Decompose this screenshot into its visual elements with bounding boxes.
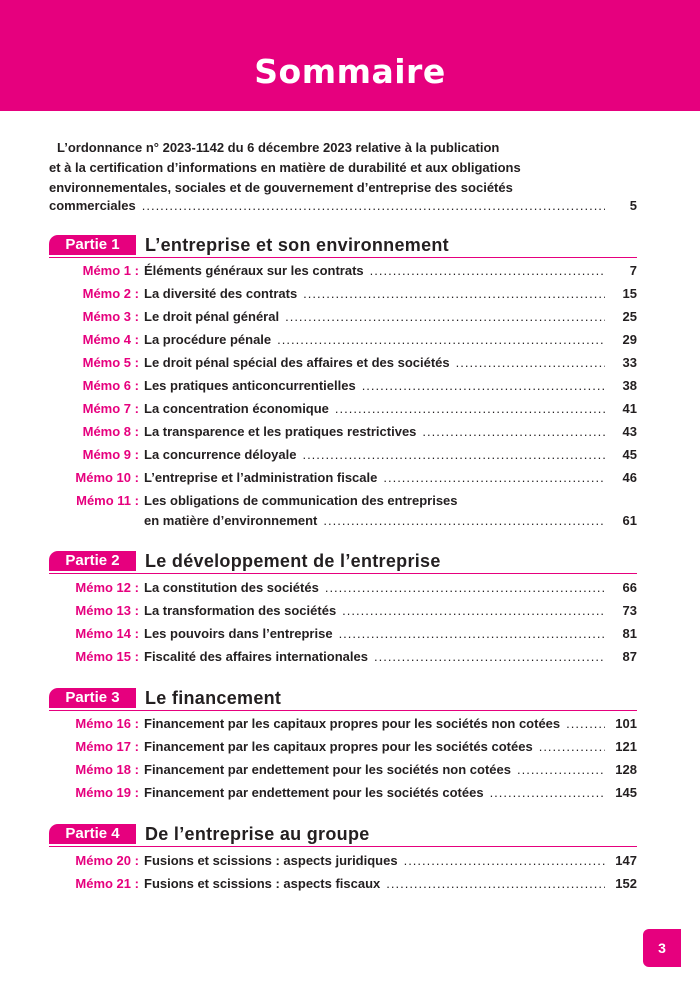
- partie-badge: Partie 1: [49, 235, 136, 255]
- dot-leader: [566, 714, 605, 734]
- memo-entry[interactable]: Mémo 15 : Fiscalité des affaires internationales ..... 87: [49, 647, 637, 669]
- memo-label: Mémo 11: [76, 493, 132, 508]
- memo-label: Mémo 1: [82, 263, 132, 278]
- memo-title: La diversité des contrats: [144, 286, 298, 301]
- partie-badge: Partie 4: [49, 824, 136, 844]
- memo-entry[interactable]: Mémo 12 : La constitution des sociétés ..... 66: [49, 578, 637, 600]
- section-title: Le développement de l’entreprise: [145, 551, 441, 571]
- memo-entry[interactable]: Mémo 5 : Le droit pénal spécial des affaires et des sociétés ..... 33: [49, 353, 637, 375]
- intro-line: et à la certification d’informations en matière de durabilité et aux obligations: [49, 160, 521, 175]
- page-ref: 61: [622, 513, 637, 528]
- memo-title: Financement par endettement pour les sociétés non cotées: [144, 762, 511, 777]
- memo-entry[interactable]: Mémo 16 : Financement par les capitaux propres pour les sociétés non cotées ..... 101: [49, 714, 637, 736]
- memo-label: Mémo 18: [75, 762, 132, 777]
- memo-label: Mémo 21: [75, 876, 132, 891]
- dot-leader: [277, 330, 605, 350]
- memo-label: Mémo 19: [75, 785, 132, 800]
- memo-entry[interactable]: Mémo 20 : Fusions et scissions : aspects juridiques ..... 147: [49, 851, 637, 873]
- page-ref: 46: [622, 470, 637, 485]
- memo-title: Fusions et scissions : aspects juridiques: [144, 853, 398, 868]
- memo-title: La constitution des sociétés: [144, 580, 319, 595]
- dot-leader: [325, 578, 605, 598]
- memo-title: Éléments généraux sur les contrats: [144, 263, 364, 278]
- page-ref: 15: [622, 286, 637, 301]
- memo-title: La transformation des sociétés: [144, 603, 337, 618]
- memo-title: Les pouvoirs dans l’entreprise: [144, 626, 333, 641]
- memo-label: Mémo 13: [75, 603, 132, 618]
- dot-leader: [342, 601, 605, 621]
- page-ref: 145: [615, 785, 637, 800]
- memo-entry[interactable]: Mémo 4 : La procédure pénale ..... 29: [49, 330, 637, 352]
- memo-label: Mémo 8: [82, 424, 132, 439]
- memo-title: La transparence et les pratiques restrictives: [144, 424, 417, 439]
- page-ref: 41: [622, 401, 637, 416]
- intro-last-line: [49, 196, 637, 218]
- dot-leader: [302, 445, 605, 465]
- memo-entry[interactable]: Mémo 17 : Financement par les capitaux propres pour les sociétés cotées ..... 121: [49, 737, 637, 759]
- memo-entry[interactable]: Mémo 18 : Financement par endettement pour les sociétés non cotées ..... 128: [49, 760, 637, 782]
- memo-title: Le droit pénal spécial des affaires et des sociétés: [144, 355, 450, 370]
- page-ref: 25: [622, 309, 637, 324]
- memo-label: Mémo 6: [82, 378, 132, 393]
- partie-badge: Partie 2: [49, 551, 136, 571]
- memo-entry[interactable]: Mémo 8 : La transparence et les pratiques restrictives ..... 43: [49, 422, 637, 444]
- page-ref: 7: [629, 263, 637, 278]
- memo-label: Mémo 12: [75, 580, 132, 595]
- memo-label: Mémo 2: [82, 286, 132, 301]
- section-header: [49, 822, 637, 847]
- dot-leader: [539, 737, 605, 757]
- dot-leader: [517, 760, 605, 780]
- memo-title: Financement par les capitaux propres pour les sociétés non cotées: [144, 716, 561, 731]
- page-ref: 121: [615, 739, 637, 754]
- page-ref: 73: [622, 603, 637, 618]
- header-banner: [0, 0, 700, 111]
- memo-label: Mémo 10: [75, 470, 132, 485]
- page-ref: 43: [622, 424, 637, 439]
- memo-entry[interactable]: Mémo 7 : La concentration économique ..... 41: [49, 399, 637, 421]
- memo-label: Mémo 20: [75, 853, 132, 868]
- intro-last-text: commerciales: [49, 198, 136, 213]
- section-header: [49, 549, 637, 574]
- intro-line: environnementales, sociales et de gouvernement d’entreprise des sociétés: [49, 180, 513, 195]
- intro-entry: [49, 138, 639, 198]
- memo-entry[interactable]: Mémo 1 : Éléments généraux sur les contrats ..... 7: [49, 261, 637, 283]
- dot-leader: [422, 422, 605, 442]
- dot-leader: [303, 284, 605, 304]
- page-ref: 66: [622, 580, 637, 595]
- memo-title: Le droit pénal général: [144, 309, 280, 324]
- page-ref: 38: [622, 378, 637, 393]
- memo-entry[interactable]: Mémo 19 : Financement par endettement pour les sociétés cotées ..... 145: [49, 783, 637, 805]
- memo-title: Financement par endettement pour les sociétés cotées: [144, 785, 484, 800]
- memo-label: Mémo 3: [82, 309, 132, 324]
- dot-leader: [404, 851, 605, 871]
- dot-leader: [490, 783, 605, 803]
- dot-leader: [339, 624, 605, 644]
- page-ref: 29: [622, 332, 637, 347]
- memo-title: L’entreprise et l’administration fiscale: [144, 470, 378, 485]
- memo-label: Mémo 7: [82, 401, 132, 416]
- memo-title: Les pratiques anticoncurrentielles: [144, 378, 356, 393]
- memo-label: Mémo 4: [82, 332, 132, 347]
- memo-label: Mémo 14: [75, 626, 132, 641]
- intro-line: L’ordonnance n° 2023-1142 du 6 décembre 2023 relative à la publication: [57, 140, 500, 155]
- page-ref: 87: [622, 649, 637, 664]
- memo-entry[interactable]: Mémo 9 : La concurrence déloyale ..... 45: [49, 445, 637, 467]
- dot-leader: [370, 261, 605, 281]
- memo-entry[interactable]: Mémo 14 : Les pouvoirs dans l’entreprise ..... 81: [49, 624, 637, 646]
- section-title: L’entreprise et son environnement: [145, 235, 449, 255]
- memo-entry[interactable]: Mémo 3 : Le droit pénal général ..... 25: [49, 307, 637, 329]
- memo-title: en matière d’environnement: [144, 513, 318, 528]
- dot-leader: [386, 874, 605, 894]
- page-ref: 152: [615, 876, 637, 891]
- memo-label: Mémo 17: [75, 739, 132, 754]
- page-ref: 81: [622, 626, 637, 641]
- memo-entry[interactable]: Mémo 21 : Fusions et scissions : aspects fiscaux ..... 152: [49, 874, 637, 896]
- page-ref: 33: [622, 355, 637, 370]
- memo-title: Financement par les capitaux propres pour les sociétés cotées: [144, 739, 533, 754]
- partie-badge: Partie 3: [49, 688, 136, 708]
- dot-leader: [456, 353, 605, 373]
- page-ref: 128: [615, 762, 637, 777]
- section-title: Le financement: [145, 688, 282, 708]
- section-title: De l’entreprise au groupe: [145, 824, 370, 844]
- memo-entry[interactable]: Mémo 11 : Les obligations de communication des entreprises: [49, 491, 637, 513]
- memo-label: Mémo 9: [82, 447, 132, 462]
- dot-leader: [142, 196, 605, 216]
- page-ref: 45: [622, 447, 637, 462]
- page-title: Sommaire: [254, 52, 446, 91]
- memo-title: Fusions et scissions : aspects fiscaux: [144, 876, 381, 891]
- page-ref: 101: [615, 716, 637, 731]
- section-header: [49, 686, 637, 711]
- memo-title-line1: Les obligations de communication des entreprises: [144, 493, 458, 508]
- memo-title: La concurrence déloyale: [144, 447, 297, 462]
- dot-leader: [362, 376, 605, 396]
- dot-leader: [383, 468, 605, 488]
- page-number: 3: [643, 929, 681, 967]
- page-ref: 147: [615, 853, 637, 868]
- memo-title: Fiscalité des affaires internationales: [144, 649, 368, 664]
- memo-title: La concentration économique: [144, 401, 329, 416]
- memo-title: La procédure pénale: [144, 332, 272, 347]
- page-ref: 5: [629, 198, 637, 213]
- dot-leader: [374, 647, 605, 667]
- memo-label: Mémo 5: [82, 355, 132, 370]
- dot-leader: [335, 399, 605, 419]
- memo-label: Mémo 16: [75, 716, 132, 731]
- dot-leader: [285, 307, 605, 327]
- memo-entry[interactable]: Mémo 10 : L’entreprise et l’administration fiscale ..... 46: [49, 468, 637, 490]
- memo-entry[interactable]: Mémo 6 : Les pratiques anticoncurrentielles ..... 38: [49, 376, 637, 398]
- memo-entry[interactable]: Mémo 13 : La transformation des sociétés ..... 73: [49, 601, 637, 623]
- memo-entry[interactable]: Mémo 2 : La diversité des contrats ..... 15: [49, 284, 637, 306]
- dot-leader: [323, 511, 605, 531]
- section-header: [49, 233, 637, 258]
- memo-entry-continued[interactable]: [49, 511, 637, 533]
- memo-label: Mémo 15: [75, 649, 132, 664]
